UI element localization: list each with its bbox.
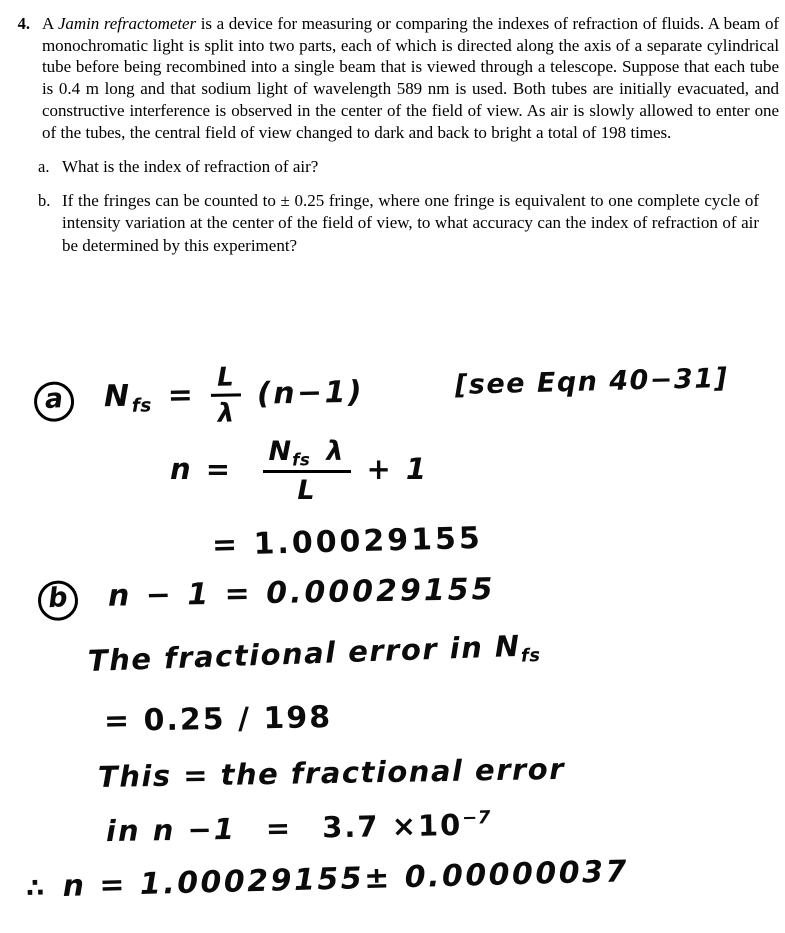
part-a-result: = 1.00029155 [211,520,484,563]
part-a-line2-numerator [263,436,351,473]
part-b-error-ratio: = 0.25 / 198 [103,700,333,739]
part-a-nfs-symbol: N [103,378,132,415]
part-a-nfs-subscript: fs [131,395,153,417]
subpart-a [38,156,785,179]
part-b-line5-value: 3.7 ×10 [321,807,463,845]
problem-subparts [0,156,785,257]
part-b-line2-nfs: N [494,628,522,664]
handwritten-solution [0,352,785,933]
part-b-line5-lhs: in n −1 [105,811,237,849]
problem-number: 4. [17,14,30,33]
solution-part-b-line1 [38,572,496,621]
part-b-line5-equals: = [265,810,293,846]
subpart-b-text: If the fringes can be counted to ± 0.25 fringe, where one fringe is equivalent to one complete cycle of intensity variation at the center of the field of view, to what accuracy can the index of refraction of air be determined by this experiment? [62,190,759,255]
part-a-fraction-denominator: λ [217,398,236,429]
part-b-n-minus-1-value: n − 1 = 0.00029155 [107,572,496,614]
part-a-fraction-nfs-lambda-over-l [263,436,351,506]
problem-text-after-title: is a device for measuring or comparing the indexes of refraction of fluids. A beam of monochromatic light is split into two parts, each of which is directed along the axis of a separate cylindrical tube before being recombined into a single beam that is viewed through a telescope. Suppose that each tube is 0.4 m long and that sodium light of wavelength 589 nm is used. Both tubes are initially evacuated, and constructive interference is observed in the center of the field of view. As air is slowly allowed to enter one of the tubes, the central field of view changed to dark and back to bright a total of 198 times. [42,14,780,142]
solution-part-a-line1 [33,360,364,432]
part-a-equals: = [167,377,196,414]
solution-part-b-line5 [106,807,491,848]
solution-part-b-line2 [87,628,540,682]
subpart-a-label: a. [38,157,50,177]
part-b-line5-exponent: −7 [461,807,491,829]
solution-part-a-line2 [170,436,429,506]
problem-text-before-title: A [42,14,58,33]
part-b-fractional-error-text: The fractional error in [87,629,496,678]
part-b-line2-nfs-subscript: fs [520,644,541,667]
part-a-marker: a [33,380,76,423]
subpart-b-label: b. [38,190,51,210]
part-a-line2-plus-one: + 1 [366,452,429,487]
part-a-fraction-numerator: L [211,362,241,397]
part-b-marker: b [37,579,80,622]
subpart-b [38,190,785,258]
subpart-a-text: What is the index of refraction of air? [62,157,319,177]
part-a-line2-nfs: N [268,436,293,467]
part-a-line2-denominator: L [297,475,316,507]
solution-final-answer [26,854,630,905]
problem-statement [0,0,785,143]
solution-part-b-line4: This = the fractional error [97,751,566,794]
part-a-line2-nfs-subscript: fs [292,449,311,470]
part-a-line2-lambda: λ [326,436,345,467]
part-a-line2-lhs: n = [170,452,233,487]
therefore-symbol: ∴ [25,873,48,904]
part-a-factor-n-minus-1: (n−1) [256,374,365,412]
equation-reference-note: [see Eqn 40−31] [454,362,729,401]
part-a-fraction-l-over-lambda [211,362,242,429]
problem-body [30,0,785,143]
printed-problem [0,0,785,268]
final-answer-value: n = 1.00029155± 0.00000037 [62,854,630,905]
instrument-name: Jamin refractometer [57,14,197,33]
